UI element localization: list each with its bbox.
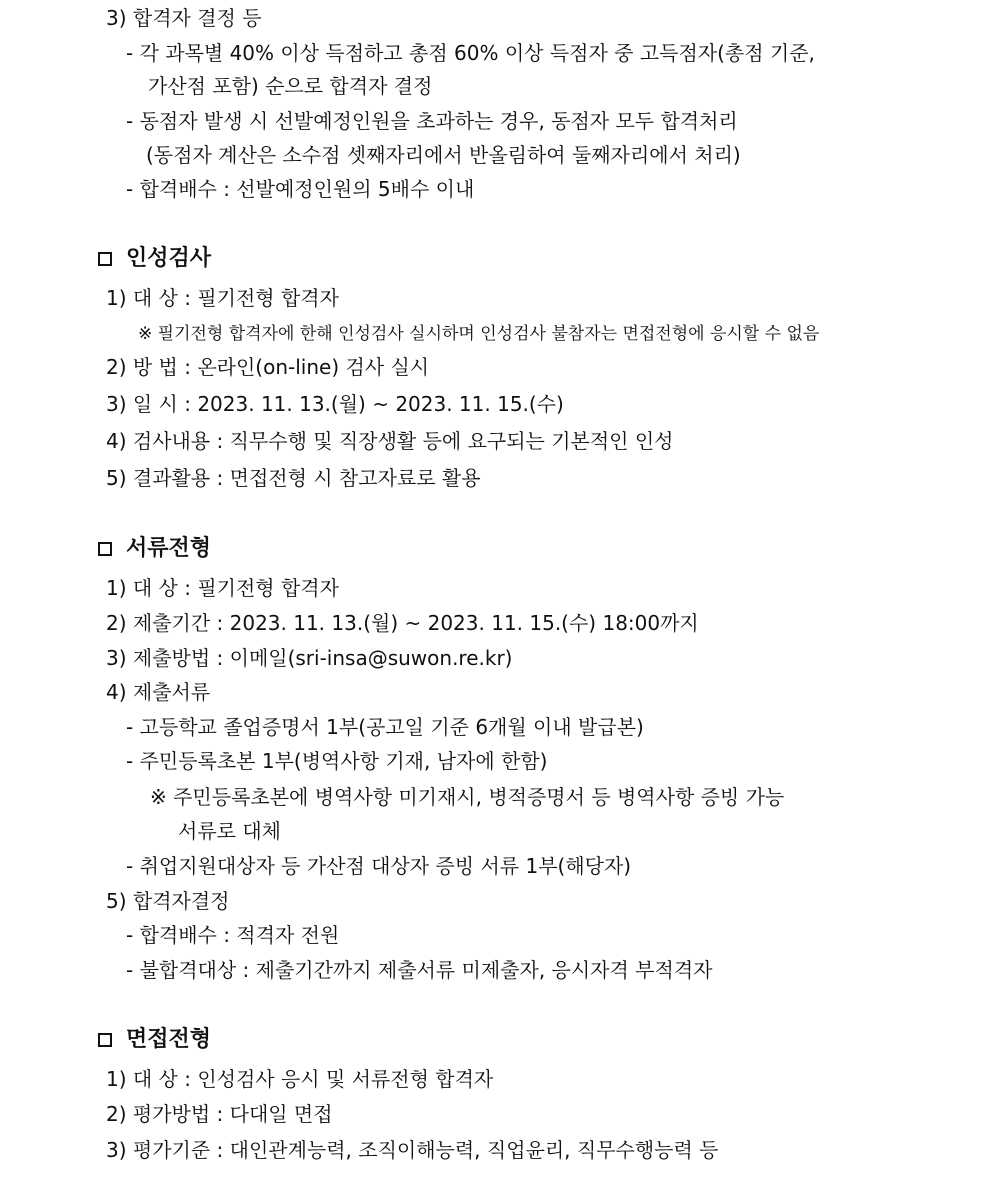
bullet-pass-criteria: - 각 과목별 40% 이상 득점하고 총점 60% 이상 득점자 중 고득점자(총점 기준, <box>126 41 815 65</box>
bullet-pass-multiple: - 합격배수 : 선발예정인원의 5배수 이내 <box>126 177 475 201</box>
doc-item-note: ※ 주민등록초본에 병역사항 미기재시, 병적증명서 등 병역사항 증빙 가능 <box>150 785 785 809</box>
doc-item-resident-register: - 주민등록초본 1부(병역사항 기재, 남자에 한함) <box>126 749 548 773</box>
personality-note: ※ 필기전형 합격자에 한해 인성검사 실시하며 인성검사 불참자는 면접전형에 응시할 수 없음 <box>138 324 820 344</box>
doc-list-heading: 4) 제출서류 <box>106 680 211 704</box>
checkbox-square-icon <box>98 252 112 266</box>
bullet-pass-criteria-cont: 가산점 포함) 순으로 합격자 결정 <box>148 74 433 98</box>
bullet-tie-rule: - 동점자 발생 시 선발예정인원을 초과하는 경우, 동점자 모두 합격처리 <box>126 109 738 133</box>
doc-decision-heading: 5) 합격자결정 <box>106 889 230 913</box>
checkbox-square-icon <box>98 542 112 556</box>
doc-item-bonus-proof: - 취업지원대상자 등 가산점 대상자 증빙 서류 1부(해당자) <box>126 854 632 878</box>
personality-method: 2) 방 법 : 온라인(on-line) 검사 실시 <box>106 355 430 379</box>
doc-item-diploma: - 고등학교 졸업증명서 1부(공고일 기준 6개월 이내 발급본) <box>126 715 644 739</box>
doc-item-note-cont: 서류로 대체 <box>178 819 281 843</box>
section-heading-interview <box>98 1025 211 1055</box>
doc-method: 3) 제출방법 : 이메일(sri-insa@suwon.re.kr) <box>106 646 513 670</box>
section-title: 면접전형 <box>126 1027 212 1052</box>
doc-target: 1) 대 상 : 필기전형 합격자 <box>106 576 339 600</box>
section-title: 인성검사 <box>126 246 212 271</box>
personality-target: 1) 대 상 : 필기전형 합격자 <box>106 286 339 310</box>
item-3-heading: 3) 합격자 결정 등 <box>106 6 262 30</box>
checkbox-square-icon <box>98 1033 112 1047</box>
doc-decision-multiple: - 합격배수 : 적격자 전원 <box>126 923 340 947</box>
personality-content: 4) 검사내용 : 직무수행 및 직장생활 등에 요구되는 기본적인 인성 <box>106 429 674 453</box>
personality-usage: 5) 결과활용 : 면접전형 시 참고자료로 활용 <box>106 466 481 490</box>
doc-decision-fail: - 불합격대상 : 제출기간까지 제출서류 미제출자, 응시자격 부적격자 <box>126 958 713 982</box>
section-title: 서류전형 <box>126 536 212 561</box>
interview-method: 2) 평가방법 : 다대일 면접 <box>106 1102 333 1126</box>
section-heading-document-screening <box>98 534 211 564</box>
interview-target: 1) 대 상 : 인성검사 응시 및 서류전형 합격자 <box>106 1067 494 1091</box>
section-heading-personality-test <box>98 244 211 274</box>
personality-date: 3) 일 시 : 2023. 11. 13.(월) ~ 2023. 11. 15.(수) <box>106 392 564 416</box>
bullet-tie-rule-cont: (동점자 계산은 소수점 셋째자리에서 반올림하여 둘째자리에서 처리) <box>146 143 741 167</box>
interview-criteria: 3) 평가기준 : 대인관계능력, 조직이해능력, 직업윤리, 직무수행능력 등 <box>106 1138 719 1162</box>
doc-period: 2) 제출기간 : 2023. 11. 13.(월) ~ 2023. 11. 15.(수) 18:00까지 <box>106 611 699 635</box>
